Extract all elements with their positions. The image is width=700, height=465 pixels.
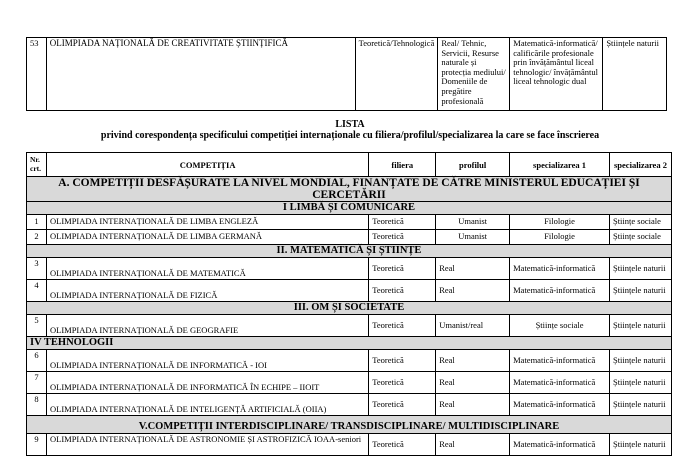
table-row: [27, 258, 672, 280]
specializare2-cell: Științe sociale: [609, 215, 671, 230]
nr-cell: 8: [27, 394, 47, 416]
table-row: [27, 394, 672, 416]
table-row: [27, 434, 672, 456]
specializare2-cell: Științele naturii: [609, 434, 671, 456]
specializare2-cell: Științele naturii: [609, 372, 671, 394]
section-row: [27, 245, 672, 258]
section-row: [27, 337, 672, 350]
filiera-cell: Teoretică/Tehnologică: [355, 38, 438, 111]
profil-cell: Real: [436, 258, 510, 280]
filiera-cell: Teoretică: [369, 258, 436, 280]
header-filiera: filiera: [369, 153, 436, 177]
filiera-cell: Teoretică: [369, 372, 436, 394]
profil-cell: Real: [436, 280, 510, 302]
specializare2-cell: Științele naturii: [609, 258, 671, 280]
specializare2-cell: Științele naturii: [609, 394, 671, 416]
section-row: [27, 177, 672, 202]
nr-cell: 9: [27, 434, 47, 456]
specializare1-cell: Matematică-informatică/ calificările profesionale prin învățământul liceal tehnologic/ învățământul liceal tehnologic dual: [510, 38, 603, 111]
filiera-cell: Teoretică: [369, 315, 436, 337]
specializare1-cell: Matematică-informatică: [510, 394, 610, 416]
nr-cell: 2: [27, 230, 47, 245]
header-specializarea1: specializarea 1: [510, 153, 610, 177]
competition-cell: OLIMPIADA NAȚIONALĂ DE CREATIVITATE ȘTIINȚIFICĂ: [46, 38, 355, 111]
filiera-cell: Teoretică: [369, 280, 436, 302]
specializare1-cell: Filologie: [510, 215, 610, 230]
section-row: [27, 302, 672, 315]
section-a-heading: A. COMPETIȚII DESFĂȘURATE LA NIVEL MONDIAL, FINANȚATE DE CĂTRE MINISTERUL EDUCAȚIEI ȘI CERCETĂRII: [27, 177, 672, 202]
filiera-cell: Teoretică: [369, 230, 436, 245]
specializare2-cell: Științele naturii: [609, 350, 671, 372]
specializare2-cell: Științele naturii: [609, 280, 671, 302]
competition-cell: OLIMPIADA INTERNAȚIONALĂ DE LIMBA ENGLEZĂ: [46, 215, 368, 230]
competition-cell: OLIMPIADA INTERNAȚIONALĂ DE ASTRONOMIE ȘI ASTROFIZICĂ IOAA-seniori: [46, 434, 368, 456]
table-row: [27, 315, 672, 337]
specializare2-cell: Științe sociale: [609, 230, 671, 245]
section-1-heading: I LIMBĂ ȘI COMUNICARE: [27, 202, 672, 215]
list-title: LISTA: [335, 119, 365, 130]
table-header-row: [27, 153, 672, 177]
competition-cell: OLIMPIADA INTERNAȚIONALĂ DE INFORMATICĂ ÎN ECHIPE – IIOIT: [46, 372, 368, 394]
competition-cell: OLIMPIADA INTERNAȚIONALĂ DE LIMBA GERMANĂ: [46, 230, 368, 245]
filiera-cell: Teoretică: [369, 350, 436, 372]
competition-cell: OLIMPIADA INTERNAȚIONALĂ DE GEOGRAFIE: [46, 315, 368, 337]
competitions-table: [26, 152, 672, 456]
profil-cell: Umanist: [436, 230, 510, 245]
nr-cell: 1: [27, 215, 47, 230]
specializare1-cell: Matematică-informatică: [510, 280, 610, 302]
profil-cell: Real: [436, 372, 510, 394]
specializare1-cell: Filologie: [510, 230, 610, 245]
competition-cell: OLIMPIADA INTERNAȚIONALĂ DE FIZICĂ: [46, 280, 368, 302]
section-5-heading: V.COMPETIȚII INTERDISCIPLINARE/ TRANSDISCIPLINARE/ MULTIDISCIPLINARE: [27, 416, 672, 434]
filiera-cell: Teoretică: [369, 215, 436, 230]
specializare2-cell: Științele naturii: [609, 315, 671, 337]
header-profilul: profilul: [436, 153, 510, 177]
table-row: [27, 280, 672, 302]
section-3-heading: III. OM ȘI SOCIETATE: [27, 302, 672, 315]
competition-cell: OLIMPIADA INTERNAȚIONALĂ DE MATEMATICĂ: [46, 258, 368, 280]
specializare1-cell: Matematică-informatică: [510, 350, 610, 372]
section-2-heading: II. MATEMATICĂ ȘI ȘTIINȚE: [27, 245, 672, 258]
specializare1-cell: Matematică-informatică: [510, 434, 610, 456]
nr-cell: 53: [27, 38, 47, 111]
section-row: [27, 416, 672, 434]
section-4-heading: IV TEHNOLOGII: [27, 337, 672, 350]
profil-cell: Umanist/real: [436, 315, 510, 337]
filiera-cell: Teoretică: [369, 434, 436, 456]
competition-cell: OLIMPIADA INTERNAȚIONALĂ DE INFORMATICĂ - IOI: [46, 350, 368, 372]
list-subtitle: privind corespondența specificului competiției internaționale cu filiera/profilul/specializarea la care se face înscrierea: [100, 130, 600, 141]
specializare1-cell: Matematică-informatică: [510, 372, 610, 394]
table-row: [27, 350, 672, 372]
nr-cell: 7: [27, 372, 47, 394]
competition-cell: OLIMPIADA INTERNAȚIONALĂ DE INTELIGENȚĂ ARTIFICIALĂ (OIIA): [46, 394, 368, 416]
nr-cell: 5: [27, 315, 47, 337]
nr-cell: 4: [27, 280, 47, 302]
table-row: [27, 372, 672, 394]
nr-cell: 3: [27, 258, 47, 280]
nr-cell: 6: [27, 350, 47, 372]
header-nr: Nr. crt.: [27, 153, 47, 177]
profil-cell: Real: [436, 434, 510, 456]
header-competitia: COMPETIȚIA: [46, 153, 368, 177]
table-row: [27, 215, 672, 230]
profil-cell: Real: [436, 394, 510, 416]
specializare1-cell: Științe sociale: [510, 315, 610, 337]
table-row: [27, 38, 667, 111]
specializare1-cell: Matematică-informatică: [510, 258, 610, 280]
table-row: [27, 230, 672, 245]
filiera-cell: Teoretică: [369, 394, 436, 416]
header-specializarea2: specializarea 2: [609, 153, 671, 177]
specializare2-cell: Științele naturii: [603, 38, 667, 111]
profil-cell: Umanist: [436, 215, 510, 230]
profil-cell: Real: [436, 350, 510, 372]
section-row: [27, 202, 672, 215]
top-fragment-table: [26, 37, 667, 111]
profil-cell: Real/ Tehnic, Servicii, Resurse naturale și protecția mediului/ Domeniile de pregătire profesională: [438, 38, 510, 111]
